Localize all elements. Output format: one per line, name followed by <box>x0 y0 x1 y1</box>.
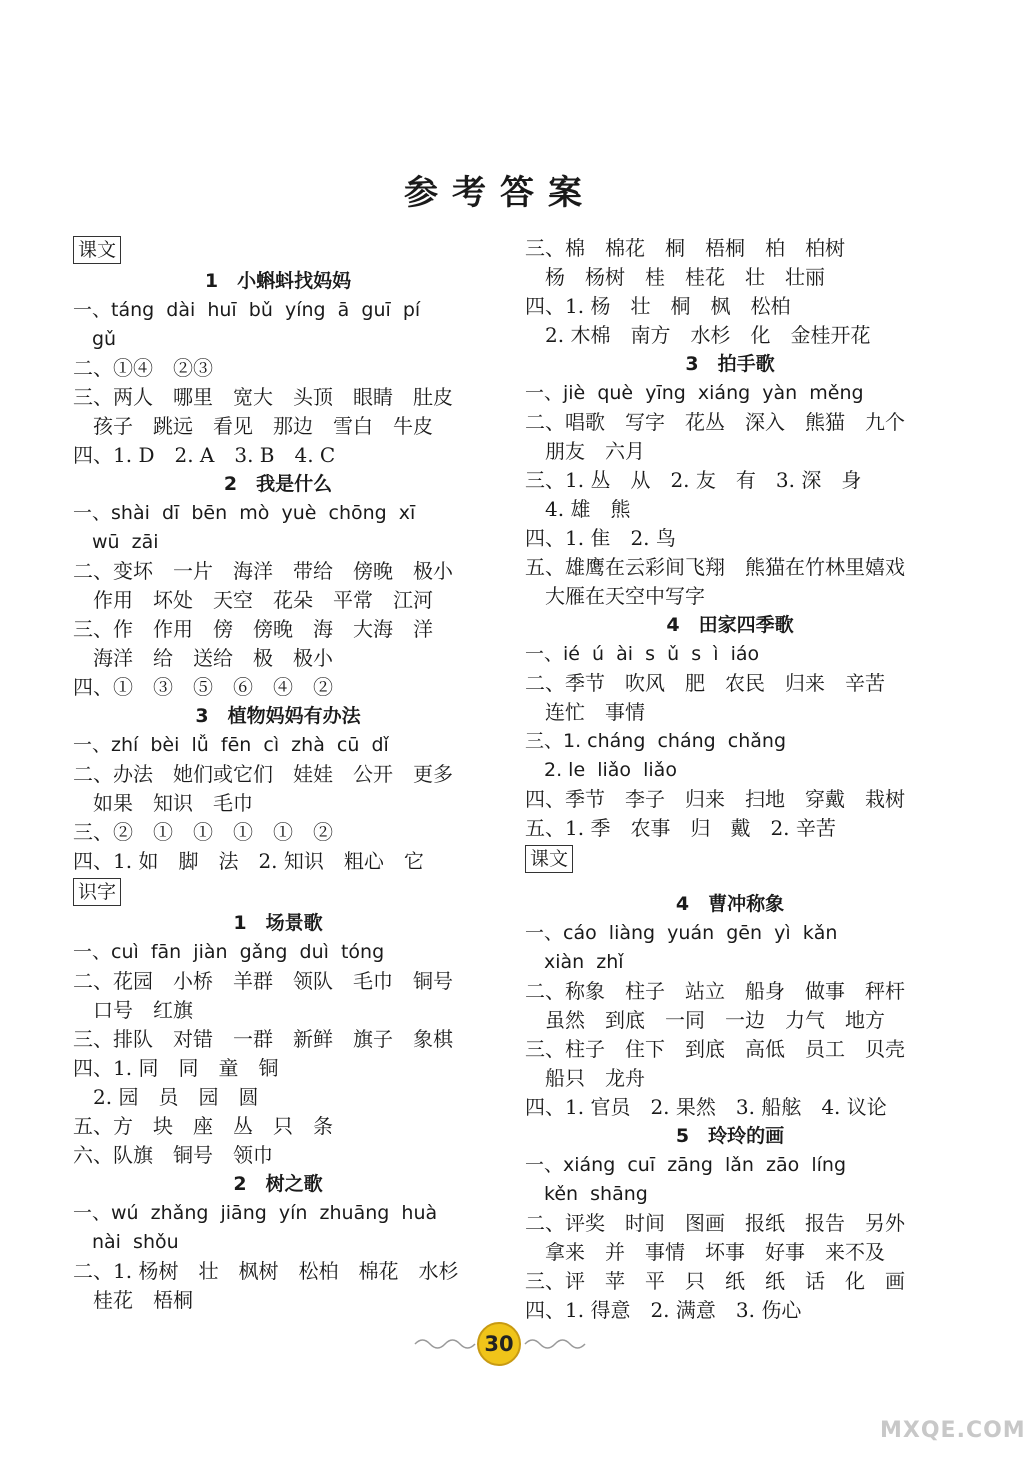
pinyin-answer-line: 一、zhí bèi lǚ fēn cì zhà cū dǐ <box>73 734 389 756</box>
right-wave-ornament <box>525 1336 585 1352</box>
answer-line: 五、方 块 座 丛 只 条 <box>73 1114 333 1138</box>
section-label: 识字 <box>73 878 121 906</box>
pinyin-answer-line: 一、cáo liàng yuán gēn yì kǎn <box>525 922 838 944</box>
pinyin-answer-line: nài shǒu <box>73 1231 179 1253</box>
pinyin-answer-line: 三、1. cháng cháng chǎng <box>525 730 787 752</box>
pinyin-answer-line: kěn shāng <box>525 1183 648 1205</box>
lesson-title: 2 我是什么 <box>223 473 333 495</box>
answer-line: 作用 坏处 天空 花朵 平常 江河 <box>73 588 433 612</box>
answer-line: 杨 杨树 桂 桂花 壮 壮丽 <box>525 265 825 289</box>
pinyin-answer-line: 一、ié ú ài s ǔ s ì iáo <box>525 643 760 665</box>
answer-line: 大雁在天空中写字 <box>525 584 705 608</box>
lesson-title: 3 植物妈妈有办法 <box>195 705 361 727</box>
answer-line: 三、作 作用 傍 傍晚 海 大海 洋 <box>73 617 433 641</box>
answer-line: 2. 木棉 南方 水杉 化 金桂开花 <box>525 323 871 347</box>
answer-line: 桂花 梧桐 <box>73 1288 193 1312</box>
lesson-title: 5 玲玲的画 <box>675 1125 785 1147</box>
answer-line: 四、1. 得意 2. 满意 3. 伤心 <box>525 1298 802 1322</box>
answer-line: 拿来 并 事情 坏事 好事 来不及 <box>525 1240 885 1264</box>
section-label: 课文 <box>73 236 121 264</box>
answer-line: 如果 知识 毛巾 <box>73 791 253 815</box>
answer-line: 三、两人 哪里 宽大 头顶 眼睛 肚皮 <box>73 385 453 409</box>
lesson-title: 4 曹冲称象 <box>675 893 785 915</box>
answer-line: 三、1. 丛 从 2. 友 有 3. 深 身 <box>525 468 862 492</box>
section-label: 课文 <box>525 845 573 873</box>
answer-line: 二、唱歌 写字 花丛 深入 熊猫 九个 <box>525 410 905 434</box>
lesson-title: 1 小蝌蚪找妈妈 <box>204 270 352 292</box>
pinyin-answer-line: wū zāi <box>73 531 159 553</box>
pinyin-answer-line: 一、shài dī bēn mò yuè chōng xī <box>73 502 416 524</box>
section-box <box>525 843 935 876</box>
answer-line: 二、称象 柱子 站立 船身 做事 秤杆 <box>525 979 905 1003</box>
answer-line: 四、季节 李子 归来 扫地 穿戴 栽树 <box>525 787 905 811</box>
answer-line: 二、季节 吹风 肥 农民 归来 辛苦 <box>525 671 885 695</box>
answer-line: 三、评 苹 平 只 纸 纸 话 化 画 <box>525 1269 905 1293</box>
answer-line: 朋友 六月 <box>525 439 645 463</box>
lesson-title: 2 树之歌 <box>233 1173 323 1195</box>
page-title: 参考答案 <box>404 173 596 213</box>
answer-line: 四、1. 隹 2. 鸟 <box>525 526 676 550</box>
answer-line: 二、评奖 时间 图画 报纸 报告 另外 <box>525 1211 905 1235</box>
answer-line: 二、1. 杨树 壮 枫树 松柏 棉花 水杉 <box>73 1259 459 1283</box>
pinyin-answer-line: 2. le liǎo liǎo <box>525 759 677 781</box>
answer-line: 连忙 事情 <box>525 700 645 724</box>
watermark: MXQE.COM <box>880 1418 1026 1443</box>
answer-line: 二、①④ ②③ <box>73 356 213 380</box>
answer-line: 4. 雄 熊 <box>525 497 631 521</box>
left-wave-ornament <box>415 1336 475 1352</box>
page-number: 30 <box>477 1322 521 1366</box>
lesson-title: 1 场景歌 <box>233 912 323 934</box>
left-column <box>73 234 483 1315</box>
answer-line: 四、① ③ ⑤ ⑥ ④ ② <box>73 675 333 699</box>
pinyin-answer-line: gǔ <box>73 328 117 350</box>
answer-line: 三、柱子 住下 到底 高低 员工 贝壳 <box>525 1037 905 1061</box>
answer-line: 四、1. 杨 壮 桐 枫 松柏 <box>525 294 791 318</box>
answer-line: 孩子 跳远 看见 那边 雪白 牛皮 <box>73 414 433 438</box>
answer-line: 二、变坏 一片 海洋 带给 傍晚 极小 <box>73 559 453 583</box>
lesson-title: 4 田家四季歌 <box>666 614 794 636</box>
page-footer <box>0 1322 1000 1372</box>
right-column <box>525 234 935 1325</box>
section-box <box>73 876 483 909</box>
answer-line: 三、排队 对错 一群 新鲜 旗子 象棋 <box>73 1027 453 1051</box>
answer-line: 二、花园 小桥 羊群 领队 毛巾 铜号 <box>73 969 453 993</box>
answer-line: 六、队旗 铜号 领巾 <box>73 1143 273 1167</box>
pinyin-answer-line: 一、xiáng cuī zāng lǎn zāo líng <box>525 1154 847 1176</box>
pinyin-answer-line: 一、wú zhǎng jiāng yín zhuāng huà <box>73 1202 438 1224</box>
answer-line: 四、1. 官员 2. 果然 3. 船舷 4. 议论 <box>525 1095 887 1119</box>
answer-line: 海洋 给 送给 极 极小 <box>73 646 333 670</box>
spacer <box>525 876 935 890</box>
answer-line: 四、1. 如 脚 法 2. 知识 粗心 它 <box>73 849 424 873</box>
answer-line: 四、1. D 2. A 3. B 4. C <box>73 443 336 467</box>
answer-line: 三、② ① ① ① ① ② <box>73 820 333 844</box>
answer-line: 二、办法 她们或它们 娃娃 公开 更多 <box>73 762 453 786</box>
answer-line: 口号 红旗 <box>73 998 193 1022</box>
pinyin-answer-line: 一、cuì fān jiàn gǎng duì tóng <box>73 941 385 963</box>
answer-line: 2. 园 员 园 圆 <box>73 1085 259 1109</box>
answer-line: 船只 龙舟 <box>525 1066 645 1090</box>
pinyin-answer-line: 一、jiè què yīng xiáng yàn měng <box>525 382 864 404</box>
answer-line: 虽然 到底 一同 一边 力气 地方 <box>525 1008 885 1032</box>
pinyin-answer-line: xiàn zhǐ <box>525 951 624 973</box>
answer-line: 五、1. 季 农事 归 戴 2. 辛苦 <box>525 816 836 840</box>
answer-line: 四、1. 同 同 童 铜 <box>73 1056 279 1080</box>
lesson-title: 3 拍手歌 <box>685 353 775 375</box>
section-box <box>73 234 483 267</box>
pinyin-answer-line: 一、táng dài huī bǔ yíng ā guī pí <box>73 299 421 321</box>
answer-line: 五、雄鹰在云彩间飞翔 熊猫在竹林里嬉戏 <box>525 555 905 579</box>
answer-line: 三、棉 棉花 桐 梧桐 柏 柏树 <box>525 236 845 260</box>
